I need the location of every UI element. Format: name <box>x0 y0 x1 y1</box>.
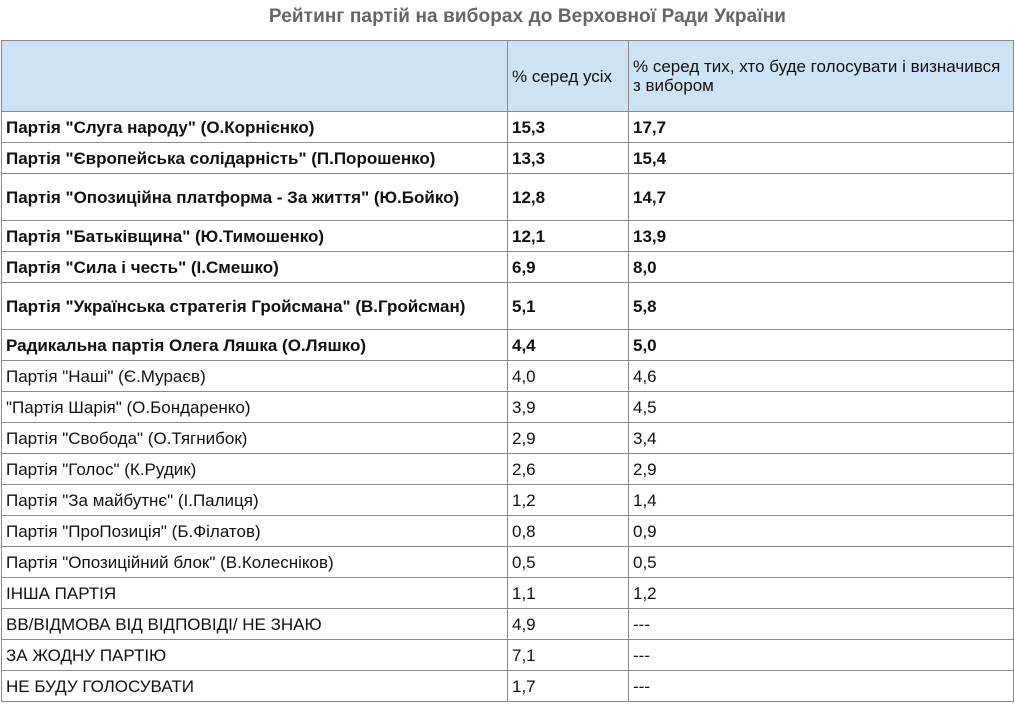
party-name-cell: Партія "Опозиційна платформа - За життя" (Ю.Бойко) <box>2 174 508 221</box>
percent-decided-cell: 17,7 <box>629 112 1014 143</box>
percent-all-cell: 0,8 <box>508 516 629 547</box>
percent-decided-cell: 1,2 <box>629 578 1014 609</box>
percent-all-cell: 4,9 <box>508 609 629 640</box>
table-row <box>2 392 1014 423</box>
percent-decided-cell: 2,9 <box>629 454 1014 485</box>
table-row <box>2 112 1014 143</box>
percent-decided-cell: 0,9 <box>629 516 1014 547</box>
header-percent-all-text: % серед усіх <box>512 66 613 86</box>
table-row <box>2 283 1014 330</box>
party-name-cell: Партія "Батьківщина" (Ю.Тимошенко) <box>2 221 508 252</box>
percent-all-cell: 12,1 <box>508 221 629 252</box>
percent-decided-cell: 14,7 <box>629 174 1014 221</box>
party-name-cell: Партія "Опозиційний блок" (В.Колесніков) <box>2 547 508 578</box>
percent-decided-cell: 4,5 <box>629 392 1014 423</box>
percent-all-cell: 13,3 <box>508 143 629 174</box>
percent-all-cell: 1,2 <box>508 485 629 516</box>
percent-decided-cell: --- <box>629 640 1014 671</box>
percent-all-cell: 15,3 <box>508 112 629 143</box>
percent-all-cell: 1,7 <box>508 671 629 702</box>
percent-all-cell: 3,9 <box>508 392 629 423</box>
table-row <box>2 578 1014 609</box>
party-name-cell: ІНША ПАРТІЯ <box>2 578 508 609</box>
percent-all-cell: 0,5 <box>508 547 629 578</box>
table-row <box>2 671 1014 702</box>
percent-all-cell: 5,1 <box>508 283 629 330</box>
party-name-cell: "Партія Шарія" (О.Бондаренко) <box>2 392 508 423</box>
percent-decided-cell: 0,5 <box>629 547 1014 578</box>
party-name-cell: Партія "Наші" (Є.Мураєв) <box>2 361 508 392</box>
party-name-cell: Партія "Слуга народу" (О.Корнієнко) <box>2 112 508 143</box>
percent-all-cell: 4,0 <box>508 361 629 392</box>
party-name-cell: Партія "Європейська солідарність" (П.Порошенко) <box>2 143 508 174</box>
table-row <box>2 516 1014 547</box>
header-percent-all <box>508 41 629 112</box>
party-name-cell: Партія "За майбутнє" (І.Палиця) <box>2 485 508 516</box>
header-percent-decided <box>629 41 1014 112</box>
percent-all-cell: 2,6 <box>508 454 629 485</box>
party-name-cell: Партія "Українська стратегія Гройсмана" (В.Гройсман) <box>2 283 508 330</box>
table-body <box>2 112 1014 702</box>
table-row <box>2 609 1014 640</box>
table-row <box>2 454 1014 485</box>
table-row <box>2 143 1014 174</box>
table-row <box>2 485 1014 516</box>
table-row <box>2 547 1014 578</box>
percent-decided-cell: --- <box>629 609 1014 640</box>
table-row <box>2 174 1014 221</box>
party-name-cell: ЗА ЖОДНУ ПАРТІЮ <box>2 640 508 671</box>
party-name-cell: НЕ БУДУ ГОЛОСУВАТИ <box>2 671 508 702</box>
table-row <box>2 221 1014 252</box>
table-title: Рейтинг партій на виборах до Верховної Ради України <box>268 6 787 27</box>
percent-decided-cell: 13,9 <box>629 221 1014 252</box>
percent-all-cell: 1,1 <box>508 578 629 609</box>
table-row <box>2 361 1014 392</box>
percent-decided-cell: 1,4 <box>629 485 1014 516</box>
percent-decided-cell: 5,0 <box>629 330 1014 361</box>
percent-decided-cell: 15,4 <box>629 143 1014 174</box>
percent-all-cell: 6,9 <box>508 252 629 283</box>
percent-all-cell: 4,4 <box>508 330 629 361</box>
percent-decided-cell: --- <box>629 671 1014 702</box>
percent-all-cell: 12,8 <box>508 174 629 221</box>
table-row <box>2 330 1014 361</box>
percent-decided-cell: 4,6 <box>629 361 1014 392</box>
percent-all-cell: 2,9 <box>508 423 629 454</box>
party-name-cell: Радикальна партія Олега Ляшка (О.Ляшко) <box>2 330 508 361</box>
header-party <box>2 41 508 112</box>
percent-decided-cell: 3,4 <box>629 423 1014 454</box>
party-name-cell: Партія "Голос" (К.Рудик) <box>2 454 508 485</box>
table-row <box>2 423 1014 454</box>
party-name-cell: Партія "Свобода" (О.Тягнибок) <box>2 423 508 454</box>
party-name-cell: ВВ/ВІДМОВА ВІД ВІДПОВІДІ/ НЕ ЗНАЮ <box>2 609 508 640</box>
percent-decided-cell: 5,8 <box>629 283 1014 330</box>
table-row <box>2 252 1014 283</box>
party-rating-table <box>1 40 1014 702</box>
percent-decided-cell: 8,0 <box>629 252 1014 283</box>
party-name-cell: Партія "Сила і честь" (І.Смешко) <box>2 252 508 283</box>
header-percent-decided-text: % серед тих, хто буде голосувати і визначився з вибором <box>633 57 1001 95</box>
table-row <box>2 640 1014 671</box>
party-name-cell: Партія "ПроПозиція" (Б.Філатов) <box>2 516 508 547</box>
percent-all-cell: 7,1 <box>508 640 629 671</box>
header-row <box>2 41 1014 112</box>
